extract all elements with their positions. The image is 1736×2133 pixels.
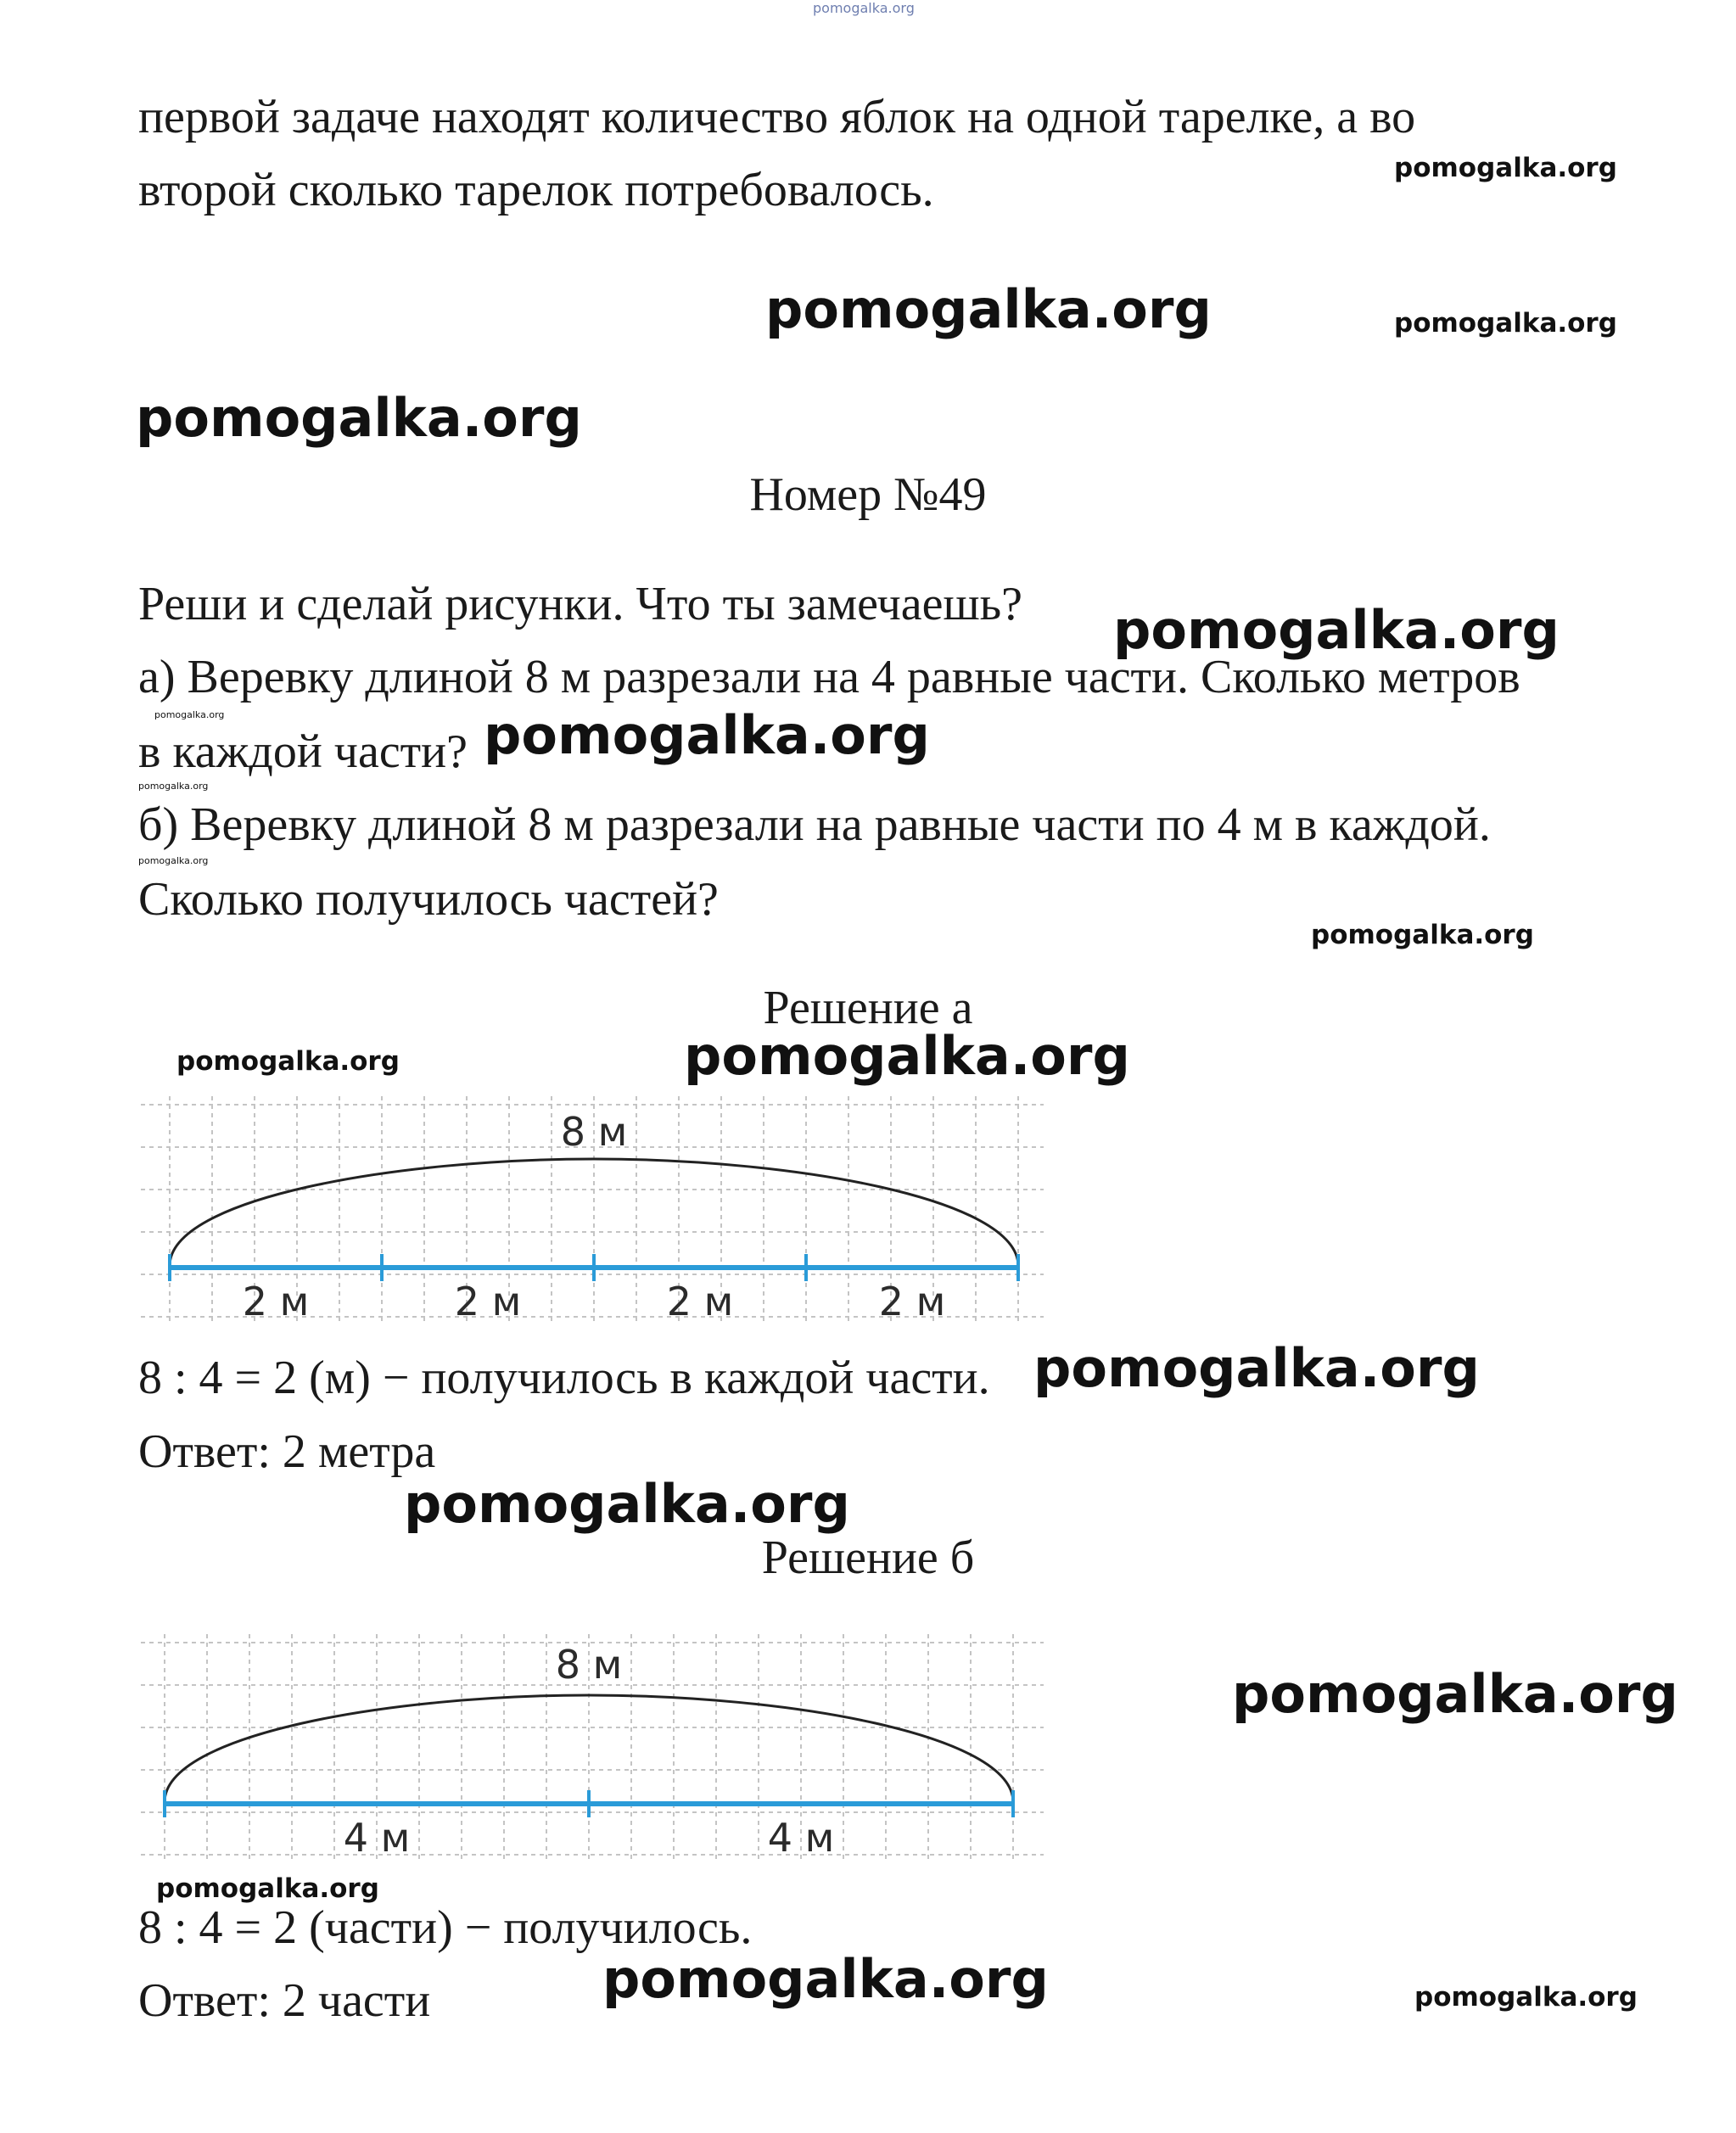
watermark-large: pomogalka.org (136, 387, 582, 449)
diagram-a (141, 1096, 1044, 1325)
watermark-large: pomogalka.org (684, 1025, 1130, 1087)
intro-line-1: первой задаче находят количество яблок на одной тарелке, а во (138, 91, 1416, 143)
problem-a-line-2: в каждой части? (138, 725, 468, 778)
label-total-a: 8 м (560, 1109, 628, 1155)
solution-b-heading: Решение б (761, 1531, 975, 1584)
label-total-b: 8 м (555, 1642, 623, 1688)
part-label-b: 4 м (767, 1815, 835, 1861)
watermark-tiny: pomogalka.org (138, 855, 209, 866)
problem-title: Номер №49 (749, 468, 987, 521)
watermark-small: pomogalka.org (1414, 1982, 1638, 2013)
problem-b-line-2: Сколько получилось частей? (138, 873, 719, 926)
watermark-small: pomogalka.org (1311, 920, 1534, 950)
solution-a-calc: 8 : 4 = 2 (м) − получилось в каждой части. (138, 1352, 990, 1404)
watermark-small: pomogalka.org (1394, 308, 1617, 339)
watermark-small: pomogalka.org (156, 1873, 379, 1904)
watermark-large: pomogalka.org (484, 704, 930, 766)
part-label-a: 2 м (242, 1279, 310, 1324)
solution-a-answer: Ответ: 2 метра (138, 1425, 436, 1478)
watermark-small: pomogalka.org (176, 1046, 400, 1077)
watermark-large: pomogalka.org (1033, 1337, 1480, 1399)
part-label-a: 2 м (878, 1279, 946, 1324)
solution-b-calc: 8 : 4 = 2 (части) − получилось. (138, 1901, 753, 1954)
watermark-large: pomogalka.org (404, 1473, 850, 1535)
problem-a-line-1: а) Веревку длиной 8 м разрезали на 4 равные части. Сколько метров (138, 651, 1520, 703)
part-label-a: 2 м (666, 1279, 734, 1324)
diagram-b (141, 1634, 1044, 1863)
part-label-a: 2 м (454, 1279, 522, 1324)
watermark-tiny: pomogalka.org (154, 709, 225, 720)
watermark-large: pomogalka.org (1232, 1663, 1678, 1725)
watermark-large: pomogalka.org (765, 278, 1212, 340)
solution-b-answer: Ответ: 2 части (138, 1974, 431, 2027)
watermark-top: pomogalka.org (813, 0, 915, 16)
part-label-b: 4 м (343, 1815, 411, 1861)
watermark-tiny: pomogalka.org (138, 781, 209, 792)
watermark-large: pomogalka.org (1113, 599, 1560, 661)
solution-a-heading: Решение а (763, 982, 973, 1034)
problem-b-line-1: б) Веревку длиной 8 м разрезали на равные части по 4 м в каждой. (138, 798, 1491, 851)
watermark-large: pomogalka.org (602, 1948, 1049, 2010)
intro-line-2: второй сколько тарелок потребовалось. (138, 164, 934, 216)
watermark-small: pomogalka.org (1394, 153, 1617, 183)
problem-task: Реши и сделай рисунки. Что ты замечаешь? (138, 578, 1023, 630)
